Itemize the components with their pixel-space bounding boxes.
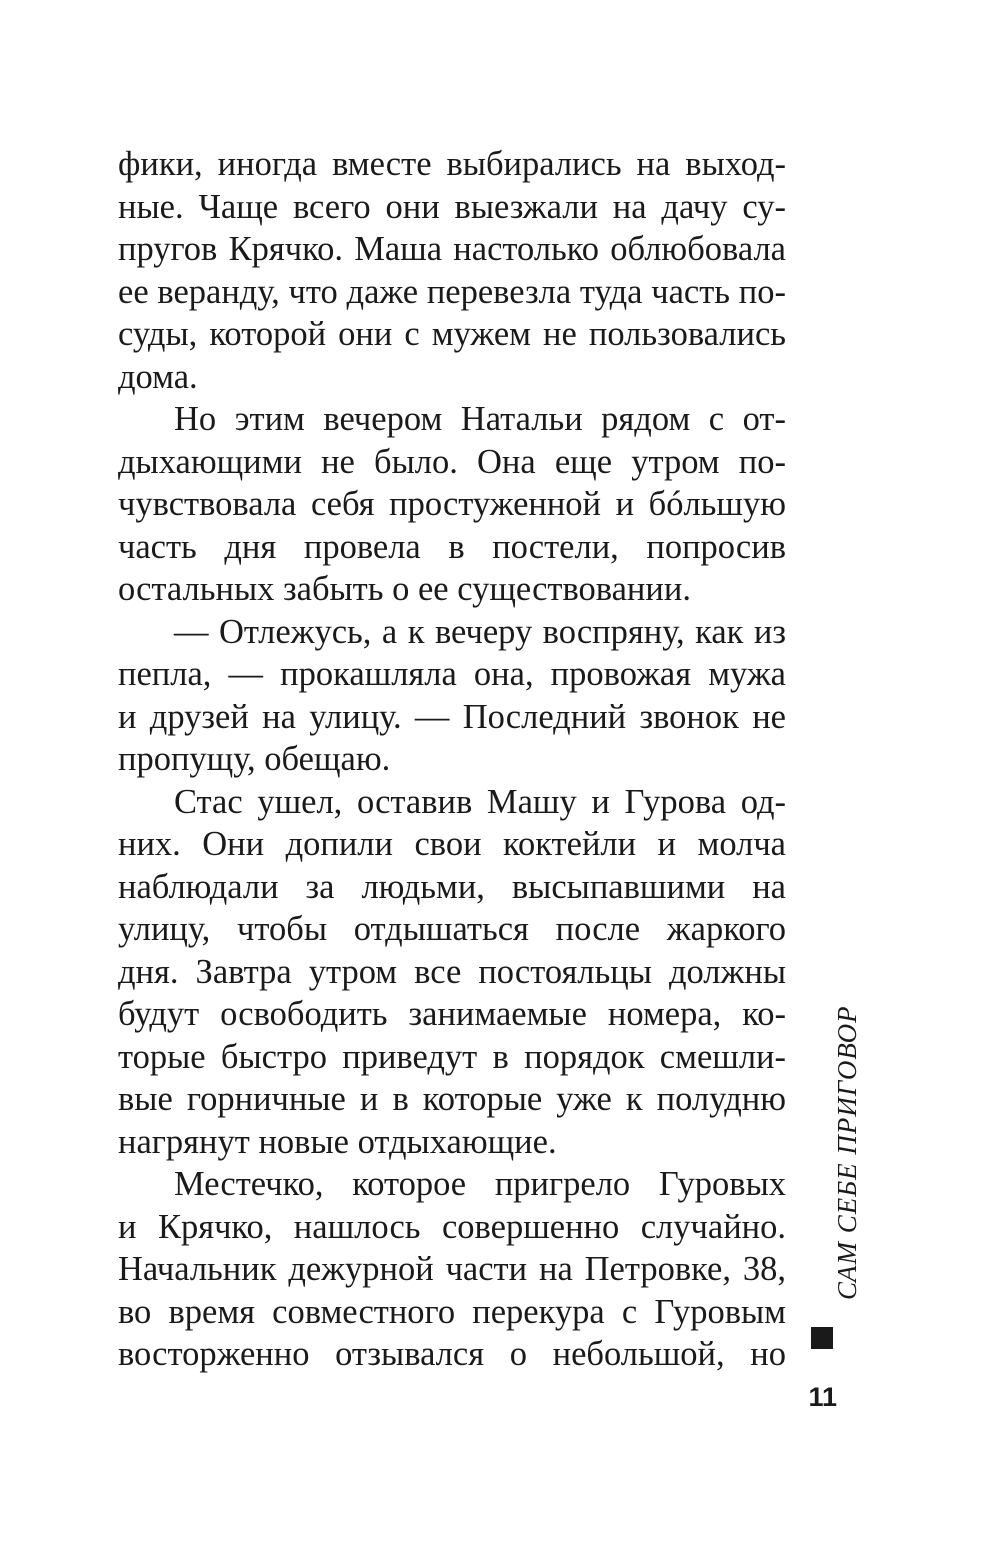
running-title: САМ СЕБЕ ПРИГОВОР: [832, 1005, 862, 1300]
text-line: часть дня провела в постели, попросив: [118, 527, 786, 566]
text-line: вые горничные и в которые уже к полудню: [118, 1080, 786, 1118]
paragraph: [118, 398, 786, 611]
paragraph: [118, 781, 786, 1164]
text-line: будут освободить занимаемые номера, ко-: [118, 995, 786, 1033]
text-line: пепла, — прокашляла она, провожая мужа: [118, 655, 786, 693]
paragraph: [118, 1163, 786, 1376]
text-line: восторженно отзывался о небольшой, но: [118, 1335, 786, 1373]
text-line: дня. Завтра утром все постояльцы должны: [118, 952, 786, 991]
text-line: фики, иногда вместе выбирались на выход-: [118, 145, 786, 183]
text-line: них. Они допили свои коктейли и молча: [118, 825, 786, 863]
text-line: дома.: [118, 357, 198, 396]
text-line: дыхающими не было. Она еще утром по-: [118, 442, 786, 481]
square-marker-icon: [811, 1327, 833, 1349]
page-number: 11: [808, 1382, 837, 1412]
text-line: во время совместного перекура с Гуровым: [118, 1292, 786, 1331]
paragraph: [118, 143, 786, 398]
text-line: чувствовала себя простуженной и бóльшую: [118, 485, 786, 523]
text-line: улицу, чтобы отдышаться после жаркого: [118, 910, 786, 948]
text-line: ные. Чаще всего они выезжали на дачу су-: [118, 187, 786, 226]
body-text: [118, 143, 786, 1376]
text-line: остальных забыть о ее существовании.: [118, 570, 691, 608]
text-line: и друзей на улицу. — Последний звонок не: [118, 697, 786, 736]
text-line: Стас ушел, оставив Машу и Гурова од-: [174, 782, 786, 821]
text-line: торые быстро приведут в порядок смешли-: [118, 1037, 786, 1076]
text-line: — Отлежусь, а к вечеру воспряну, как из: [174, 612, 786, 651]
text-line: Но этим вечером Натальи рядом с от-: [174, 400, 786, 438]
text-line: суды, которой они с мужем не пользовались: [118, 315, 786, 353]
text-line: пругов Крячко. Маша настолько облюбовала: [118, 230, 786, 268]
text-line: ее веранду, что даже перевезла туда часть по-: [118, 272, 786, 311]
text-line: нагрянут новые отдыхающие.: [118, 1122, 557, 1161]
text-line: и Крячко, нашлось совершенно случайно.: [118, 1207, 786, 1246]
text-line: наблюдали за людьми, высыпавшими на: [118, 867, 786, 906]
text-line: Начальник дежурной части на Петровке, 38,: [118, 1250, 786, 1288]
text-line: Местечко, которое пригрело Гуровых: [174, 1165, 786, 1203]
text-line: пропущу, обещаю.: [118, 740, 391, 778]
paragraph: [118, 611, 786, 781]
